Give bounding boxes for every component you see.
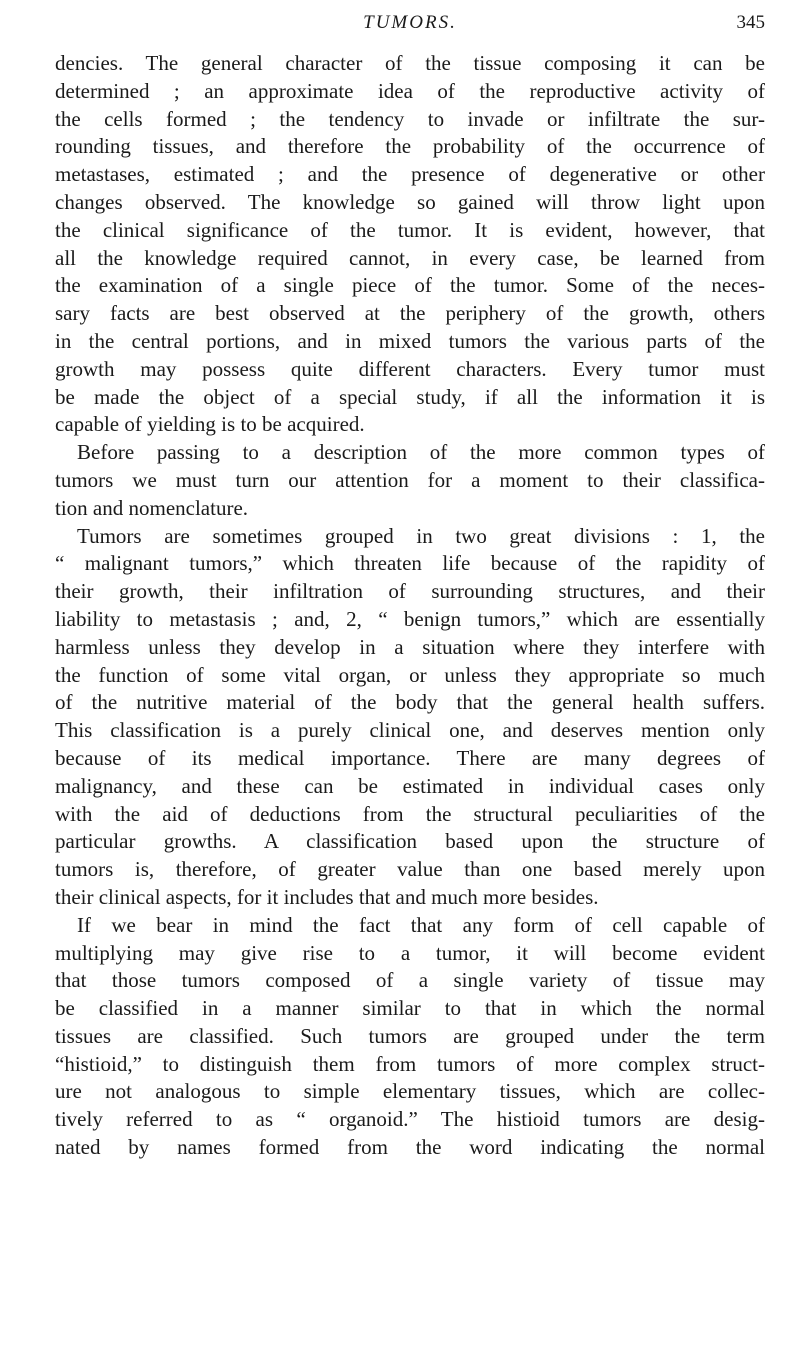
text-line: because of its medical importance. There are many degrees of [55,745,765,770]
text-line: tion and nomenclature. [55,495,249,520]
text-line: malignancy, and these can be estimated in individual cases only [55,773,765,798]
text-line: Tumors are sometimes grouped in two great divisions : 1, the [77,523,765,548]
text-line: If we bear in mind the fact that any form of cell capable of [77,912,765,937]
page-number: 345 [736,12,765,33]
text-line: nated by names formed from the word indicating the normal [55,1135,765,1160]
text-line: that those tumors composed of a single variety of tissue may [55,968,765,993]
body-text [55,50,765,1162]
text-line: be made the object of a special study, if all the information it is [55,384,765,409]
text-line: multiplying may give rise to a tumor, it will become evident [55,940,765,965]
text-line: “histioid,” to distinguish them from tumors of more complex struct- [55,1051,765,1076]
text-line: capable of yielding is to be acquired. [55,412,365,437]
text-line: of the nutritive material of the body that the general health suffers. [55,690,765,715]
text-line: their growth, their infiltration of surrounding structures, and their [55,579,765,604]
text-line: dencies. The general character of the tissue composing it can be [55,51,765,75]
text-line: sary facts are best observed at the periphery of the growth, others [55,301,765,326]
running-head [55,12,765,36]
text-line: be classified in a manner similar to that in which the normal [55,996,765,1021]
text-line: the clinical significance of the tumor. It is evident, however, that [55,217,765,242]
text-line: tively referred to as “ organoid.” The histioid tumors are desig- [55,1107,765,1132]
text-line: changes observed. The knowledge so gained will throw light upon [55,189,765,214]
text-line: the cells formed ; the tendency to invade or infiltrate the sur- [55,106,765,131]
text-line: tumors is, therefore, of greater value than one based merely upon [55,857,765,882]
text-line: tumors we must turn our attention for a moment to their classifica- [55,467,765,492]
text-line: determined ; an approximate idea of the reproductive activity of [55,78,765,103]
text-line: the examination of a single piece of the tumor. Some of the neces- [55,273,765,298]
text-line: “ malignant tumors,” which threaten life because of the rapidity of [55,551,765,576]
text-line: particular growths. A classification based upon the structure of [55,829,765,854]
running-title: TUMORS. [363,12,457,33]
text-line: ure not analogous to simple elementary tissues, which are collec- [55,1079,765,1104]
text-line: harmless unless they develop in a situation where they interfere with [55,634,765,659]
text-line: This classification is a purely clinical one, and deserves mention only [55,718,765,743]
text-line: rounding tissues, and therefore the probability of the occurrence of [55,134,765,159]
text-line: liability to metastasis ; and, 2, “ benign tumors,” which are essentially [55,606,765,631]
text-line: Before passing to a description of the more common types of [77,440,765,465]
text-line: with the aid of deductions from the structural peculiarities of the [55,801,765,826]
text-line: in the central portions, and in mixed tumors the various parts of the [55,328,765,353]
text-line: metastases, estimated ; and the presence of degenerative or other [55,162,765,187]
text-line: growth may possess quite different characters. Every tumor must [55,356,765,381]
text-line: all the knowledge required cannot, in every case, be learned from [55,245,765,270]
text-line: their clinical aspects, for it includes that and much more besides. [55,884,599,909]
text-line: tissues are classified. Such tumors are grouped under the term [55,1023,765,1048]
text-line: the function of some vital organ, or unless they appropriate so much [55,662,765,687]
